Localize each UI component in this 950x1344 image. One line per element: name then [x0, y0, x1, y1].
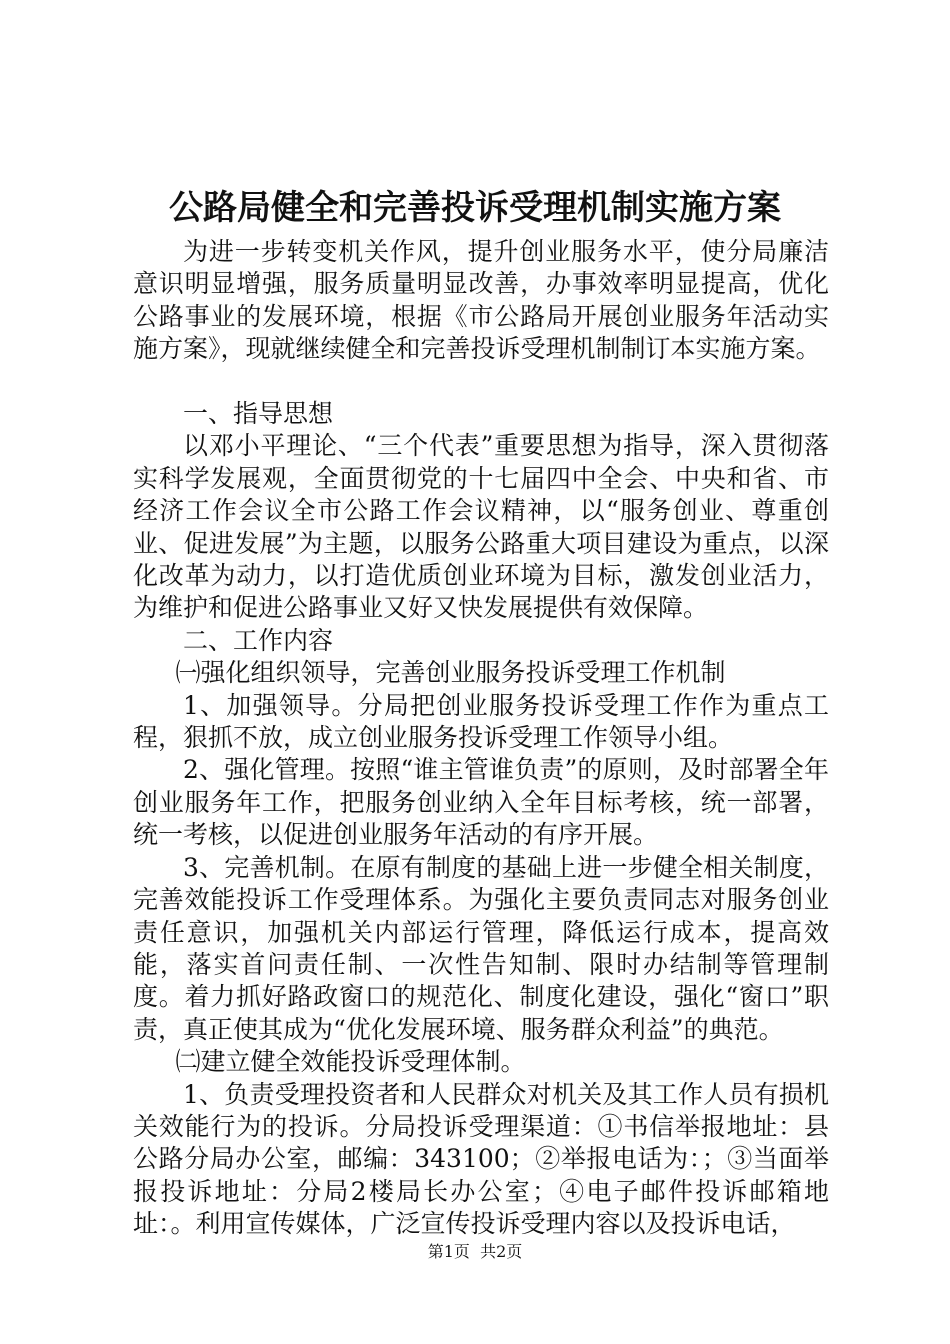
item-strengthen-leadership: 1、加强领导。分局把创业服务投诉受理工作作为重点工程，狠抓不放，成立创业服务投诉受理工作领导小组。 — [133, 690, 829, 753]
guiding-thought-paragraph: 以邓小平理论、“三个代表”重要思想为指导，深入贯彻落实科学发展观，全面贯彻党的十七届四中全会、中央和省、市经济工作会议全市公路工作会议精神，以“服务创业、尊重创业、促进发展”为主题，以服务公路重大项目建设为重点，以深化改革为动力，以打造优质创业环境为目标，激发创业活力，为维护和促进公路事业又好又快发展提供有效保障。 — [133, 431, 829, 623]
item-improve-mechanism: 3、完善机制。在原有制度的基础上进一步健全相关制度，完善效能投诉工作受理体系。为强化主要负责同志对服务创业责任意识，加强机关内部运行管理，降低运行成本，提高效能，落实首问责任制、一次性告知制、限时办结制等管理制度。着力抓好路政窗口的规范化、制度化建设，强化“窗口”职责，真正使其成为“优化发展环境、服务群众利益”的典范。 — [133, 852, 829, 1044]
document-title: 公路局健全和完善投诉受理机制实施方案 — [169, 188, 781, 228]
item-strengthen-management: 2、强化管理。按照“谁主管谁负责”的原则，及时部署全年创业服务年工作，把服务创业纳入全年目标考核，统一部署，统一考核，以促进创业服务年活动的有序开展。 — [133, 755, 829, 850]
subsection-heading-complaint-system: ㈡建立健全效能投诉受理体制。 — [175, 1047, 526, 1077]
section-heading-work-content: 二、工作内容 — [183, 625, 334, 655]
intro-paragraph: 为进一步转变机关作风，提升创业服务水平，使分局廉洁意识明显增强，服务质量明显改善，办事效率明显提高，优化公路事业的发展环境，根据《市公路局开展创业服务年活动实施方案》，现就继续健全和完善投诉受理机制制订本实施方案。 — [133, 237, 829, 364]
page-footer: 第1页 共2页 — [427, 1242, 523, 1261]
item-complaint-channels: 1、负责受理投资者和人民群众对机关及其工作人员有损机关效能行为的投诉。分局投诉受理渠道：①书信举报地址：县公路分局办公室，邮编：343100；②举报电话为：；③当面举报投诉地址：分局2楼局长办公室；④电子邮件投诉邮箱地址：。利用宣传媒体，广泛宣传投诉受理内容以及投诉电话， — [133, 1079, 829, 1239]
subsection-heading-organization: ㈠强化组织领导，完善创业服务投诉受理工作机制 — [175, 658, 726, 688]
section-heading-guiding-thought: 一、指导思想 — [183, 399, 334, 429]
document-body — [133, 236, 829, 1241]
